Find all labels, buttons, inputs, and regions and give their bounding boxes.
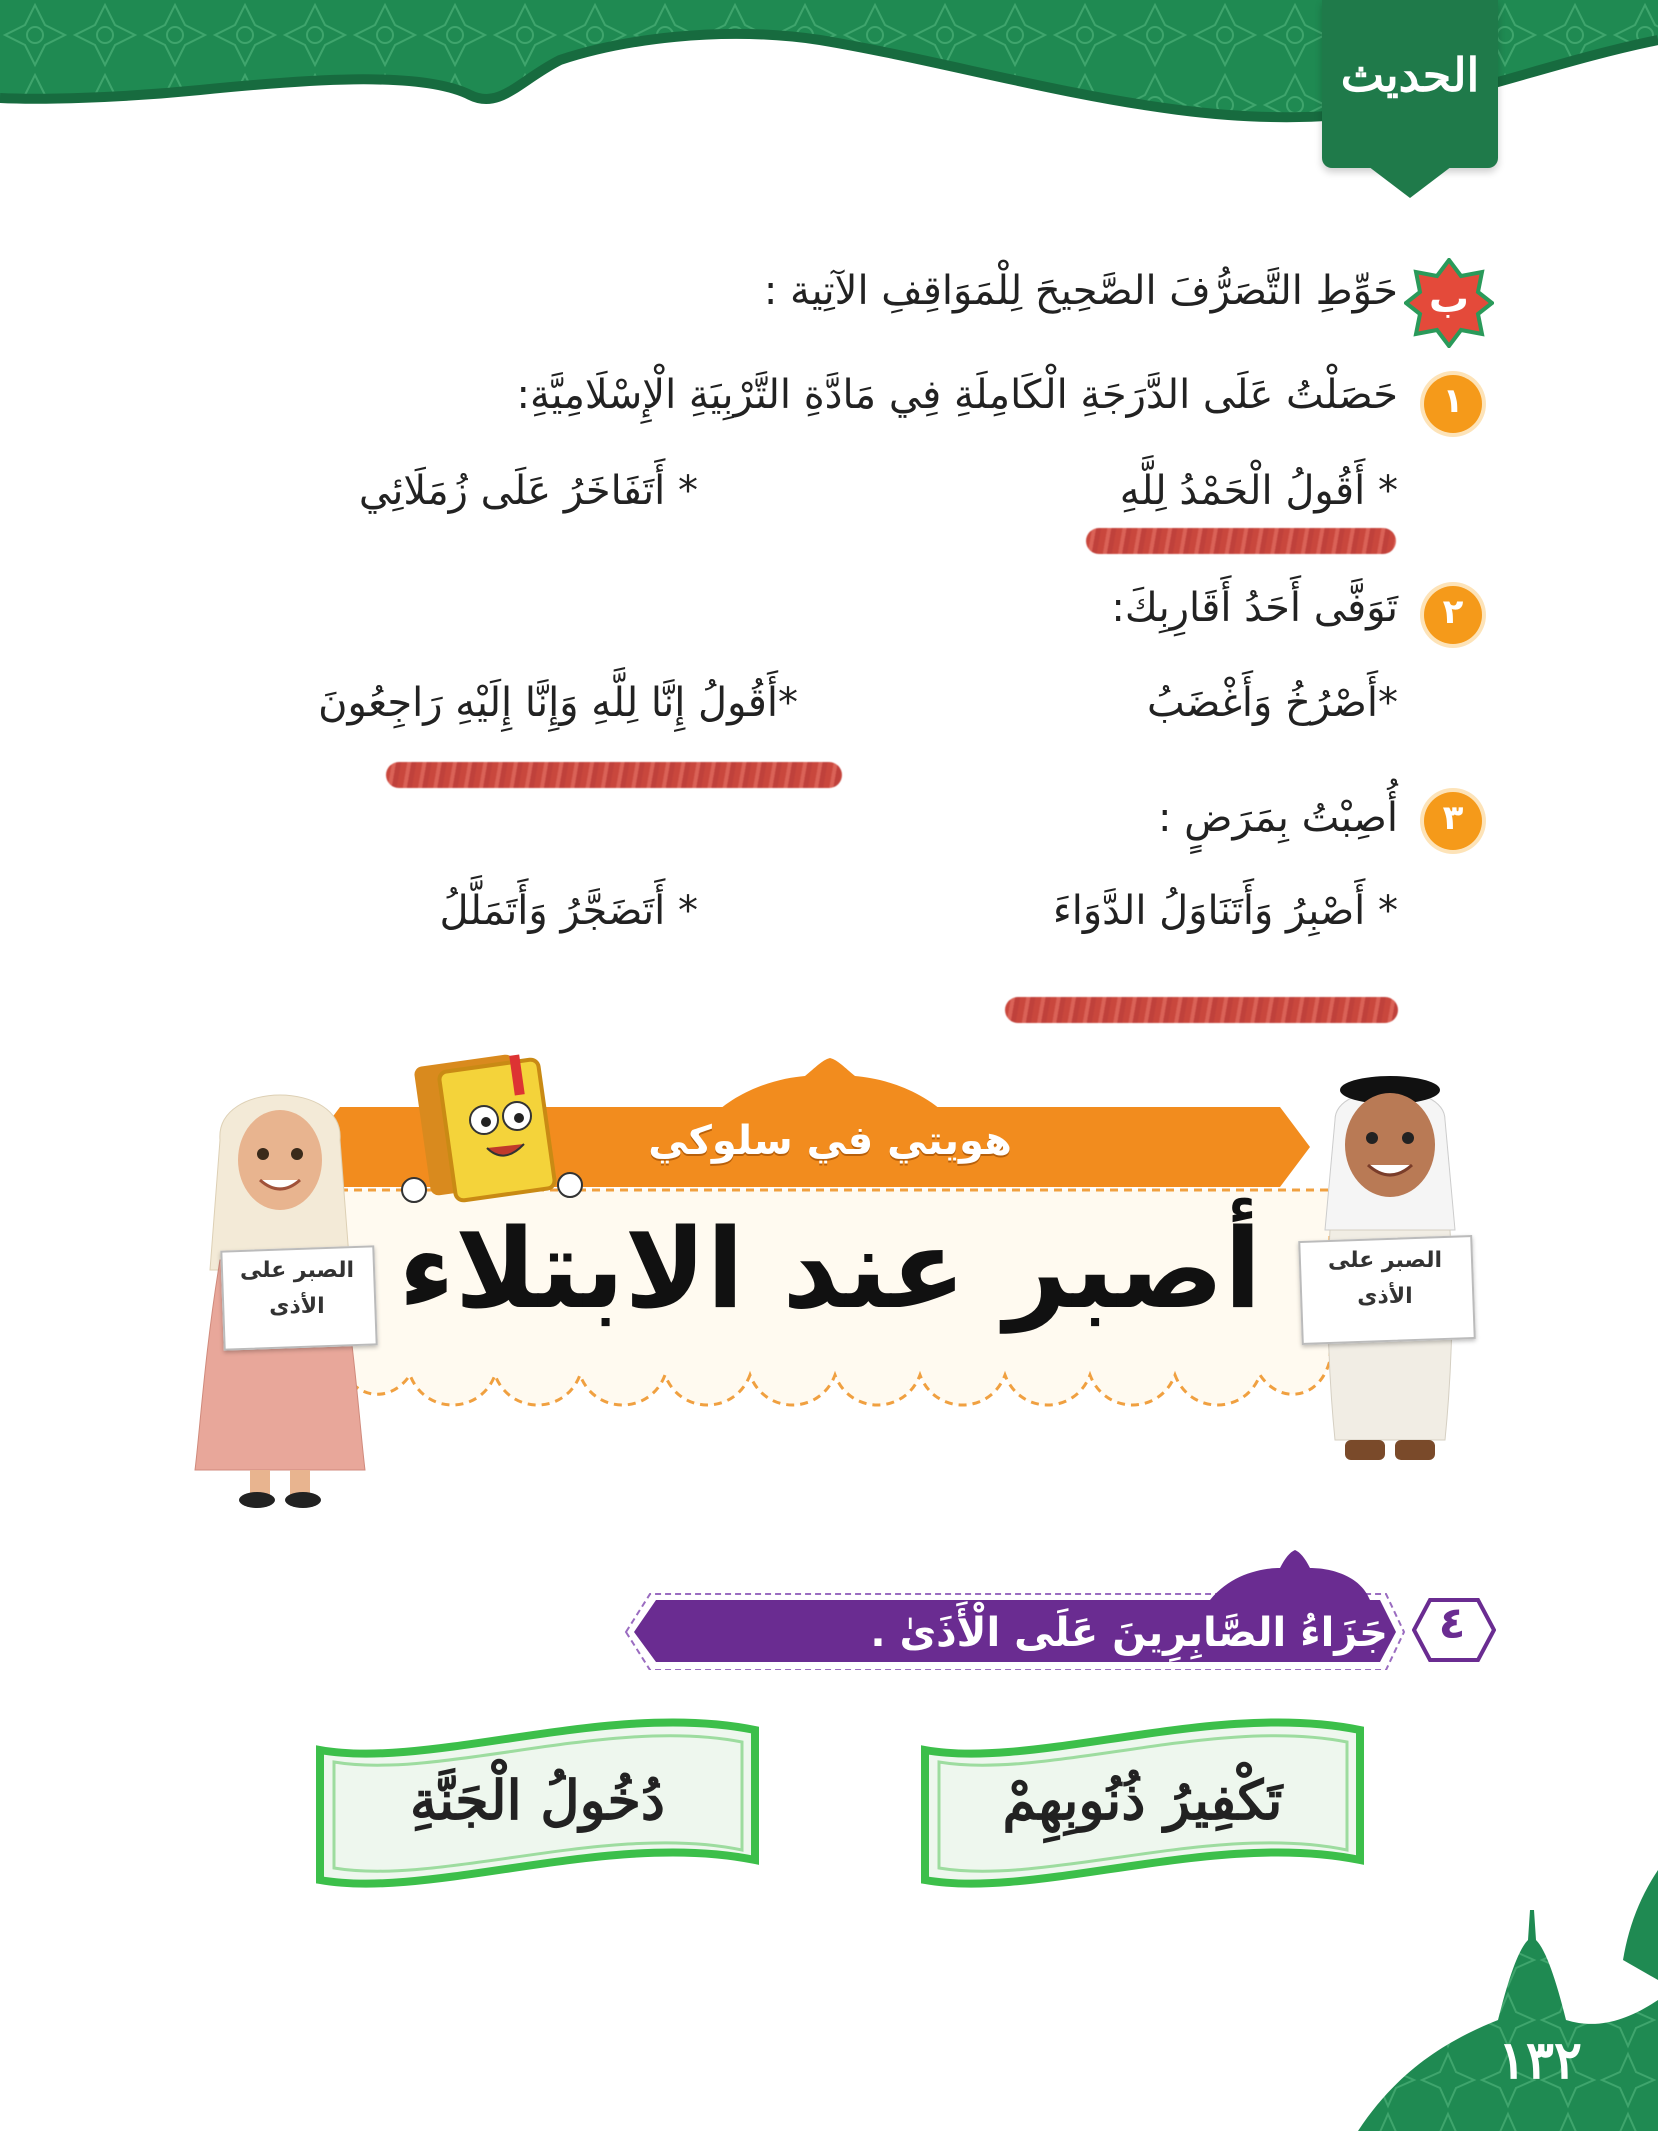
- answer-option-correct[interactable]: * أَصْبِرُ وَأَتَنَاوَلُ الدَّوَاءَ: [1052, 888, 1398, 934]
- exercise-instruction: حَوِّطِ التَّصَرُّفَ الصَّحِيحَ لِلْمَوَاقِفِ الآتِية :: [763, 268, 1398, 314]
- question-number: ٢: [1442, 592, 1464, 632]
- boy-sign-text: الأذى: [1357, 1284, 1413, 1309]
- boy-sign-text: الصبر على: [1327, 1248, 1443, 1273]
- question-number: ٣: [1442, 798, 1464, 838]
- banner-ribbon-dome: [710, 1058, 950, 1118]
- answer-circle-mark: [386, 762, 842, 788]
- section-4-title: جَزَاءُ الصَّابِرِينَ عَلَى الْأَذَىٰ .: [870, 1610, 1388, 1656]
- answer-option[interactable]: * أَتَضَجَّرُ وَأَتَمَلَّلُ: [439, 888, 698, 934]
- answer-option[interactable]: * أَتَفَاخَرُ عَلَى زُمَلَائِي: [358, 468, 698, 514]
- girl-sign-text: الصبر على: [239, 1258, 355, 1283]
- lesson-title: الحديث: [1340, 48, 1480, 102]
- answer-card-text: دُخُولُ الْجَنَّةِ: [410, 1768, 665, 1832]
- answer-option[interactable]: *أَصْرُخُ وَأَغْضَبُ: [1147, 680, 1398, 726]
- banner-title: أصبر عند الابتلاء: [398, 1205, 1262, 1333]
- page-number: ١٣٢: [1498, 2030, 1582, 2091]
- banner-tag: هويتي في سلوكي: [648, 1118, 1012, 1164]
- answer-card-text: تَكْفِيرُ ذُنُوبِهِمْ: [1002, 1768, 1283, 1832]
- section-badge-label: ب: [1428, 276, 1470, 322]
- question-text: حَصَلْتُ عَلَى الدَّرَجَةِ الْكَامِلَةِ فِي مَادَّةِ التَّرْبِيَةِ الْإِسْلَامِيَّةِ:: [516, 372, 1398, 418]
- question-number: ١: [1442, 381, 1464, 421]
- book-mascot-icon: [392, 1040, 592, 1220]
- answer-option-correct[interactable]: *أَقُولُ إِنَّا لِلَّهِ وَإِنَّا إِلَيْهِ رَاجِعُونَ: [318, 680, 798, 726]
- answer-option-correct[interactable]: * أَقُولُ الْحَمْدُ لِلَّهِ: [1119, 468, 1398, 514]
- lesson-tab-point: [1360, 160, 1460, 200]
- section-4-number: ٤: [1438, 1598, 1466, 1649]
- question-text: أُصِبْتُ بِمَرَضٍ :: [1157, 795, 1398, 841]
- girl-sign-text: الأذى: [269, 1294, 325, 1319]
- question-text: تَوَفَّى أَحَدُ أَقَارِبِكَ:: [1111, 585, 1398, 631]
- page-corner-mosque-decoration: [1358, 1870, 1658, 2131]
- answer-circle-mark: [1086, 528, 1396, 554]
- answer-circle-mark: [1005, 997, 1398, 1023]
